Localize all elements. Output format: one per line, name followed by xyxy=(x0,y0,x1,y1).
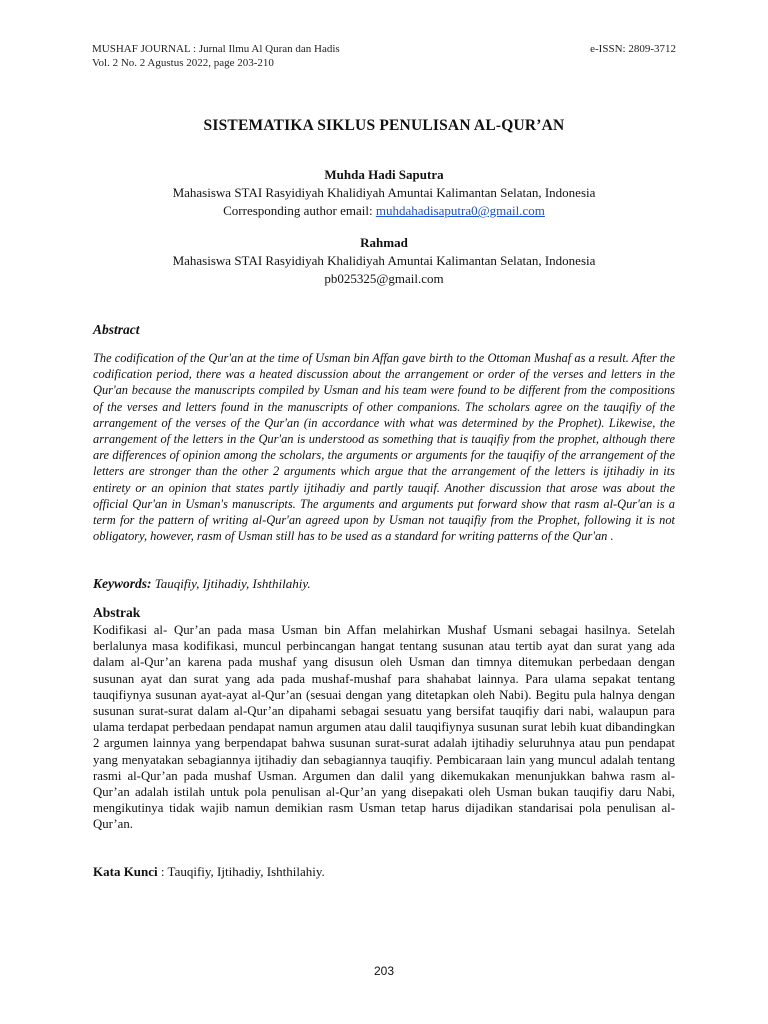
email-prefix: Corresponding author email: xyxy=(223,203,376,218)
abstrak-heading: Abstrak xyxy=(93,605,141,620)
author-email-link[interactable]: muhdahadisaputra0@gmail.com xyxy=(375,203,545,218)
kata-kunci-line xyxy=(93,864,325,880)
page-number: 203 xyxy=(373,964,395,978)
author-name: Muhda Hadi Saputra xyxy=(324,167,444,182)
kata-kunci-label: Kata Kunci xyxy=(93,864,158,879)
keywords-line xyxy=(93,576,311,592)
running-header-left xyxy=(92,42,340,70)
author-affiliation: Mahasiswa STAI Rasyidiyah Khalidiyah Amuntai Kalimantan Selatan, Indonesia xyxy=(172,185,596,200)
abstrak-indonesian-text: Kodifikasi al- Qur’an pada masa Usman bin Affan melahirkan Mushaf Usmani sebagai hasilnya. Setelah berlalunya masa kodifikasi, muncul perbincangan hangat tentang susunan atau tertib ayat dan surat yang ada dalam al-Qur’an karena pada mushaf yang disusun oleh Usman dan timnya ditemukan perbedaan dengan susunan ayat dan surat yang ada pada mushaf-mushaf para shahabat lainnya. Para ulama sepakat tentang tauqifiynya susunan ayat-ayat al-Qur’an (sesuai dengan yang ditetapkan oleh Nabi). Begitu pula halnya dengan susunan surat-surat dalam al-Qur’an dipahami sebagai sesuatu yang bersifat tauqifiy dari nabi, walaupun para ulama terdapat perbedaan pendapat namun argumen atau dalil tauqifiynya susunan surat lebih kuat dibandingkan 2 argumen lainnya yang berpendapat bahwa susunan surat-surat adalah ijtihadiy seluruhnya atau pun pendapat yang menyatakan sebagiannya ijtihadiy dan sebagiannya tauqifiy. Pembicaraan lain yang muncul adalah tentang rasmi al-Qur’an pada mushaf Usman. Argumen dan dalil yang dikemukakan menunjukkan bahwa rasm al-Qur’an adalah istilah untuk pola penulisan al-Qur’an yang disepakati oleh Usman bukan tauqifiy daru Nabi, mengikutinya tidak wajib namun demikian rasm Usman tetap harus dijadikan standarisai pola penulisan al-Qur’an. xyxy=(93,623,675,832)
abstract-heading: Abstract xyxy=(93,322,140,337)
paper-title: SISTEMATIKA SIKLUS PENULISAN AL-QUR’AN xyxy=(203,117,565,134)
author-block-2 xyxy=(0,234,768,288)
journal-name: MUSHAF JOURNAL : Jurnal Ilmu Al Quran dan Hadis xyxy=(92,43,340,55)
kata-kunci-values: : Tauqifiy, Ijtihadiy, Ishthilahiy. xyxy=(157,864,325,879)
author-name: Rahmad xyxy=(360,235,408,250)
abstract-english-text: The codification of the Qur'an at the time of Usman bin Affan gave birth to the Ottoman Mushaf as a result. After the codification period, there was a heated discussion about the arrangement or order of the verses and letters in the Qur'an because the manuscripts compiled by Usman and his team were found to be different from the compositions of the verses and letters found in the manuscripts of other companions. The scholars agree on the tauqifiy of the arrangement of the verses of the Qur'an (in accordance with what was determined by the Prophet). Likewise, the arrangement of the letters in the Qur'an is understood as something that is tauqifiy from the prophet, although there are differences of opinion among the scholars, the arguments or arguments for the tauqifiy of the arrangement of the letters are stronger than the other 2 arguments which argue that the arrangement of the letters is ijtihadiy in its entirety or an opinion that states partly ijtihadiy and partly tauqif. Another discussion that arose was about the official Qur'an in Usman's manuscripts. The arguments and arguments put forward show that rasm al-Qur'an is a term for the pattern of writing al-Qur'an agreed upon by Usman not tauqifiy from the Prophet, following it is not obligatory, however, rasm of Usman still has to be used as a standard for writing patterns of the Qur'an . xyxy=(93,351,675,544)
journal-issn: e-ISSN: 2809-3712 xyxy=(590,43,676,55)
author-affiliation: Mahasiswa STAI Rasyidiyah Khalidiyah Amuntai Kalimantan Selatan, Indonesia xyxy=(172,253,596,268)
keywords-label: Keywords: xyxy=(93,576,152,591)
author-email-line xyxy=(0,202,768,220)
author-block-1 xyxy=(0,166,768,220)
running-header-right xyxy=(590,42,676,56)
keywords-values: Tauqifiy, Ijtihadiy, Ishthilahiy. xyxy=(151,576,311,591)
author-email: pb025325@gmail.com xyxy=(324,271,444,286)
journal-volume: Vol. 2 No. 2 Agustus 2022, page 203-210 xyxy=(92,57,274,69)
